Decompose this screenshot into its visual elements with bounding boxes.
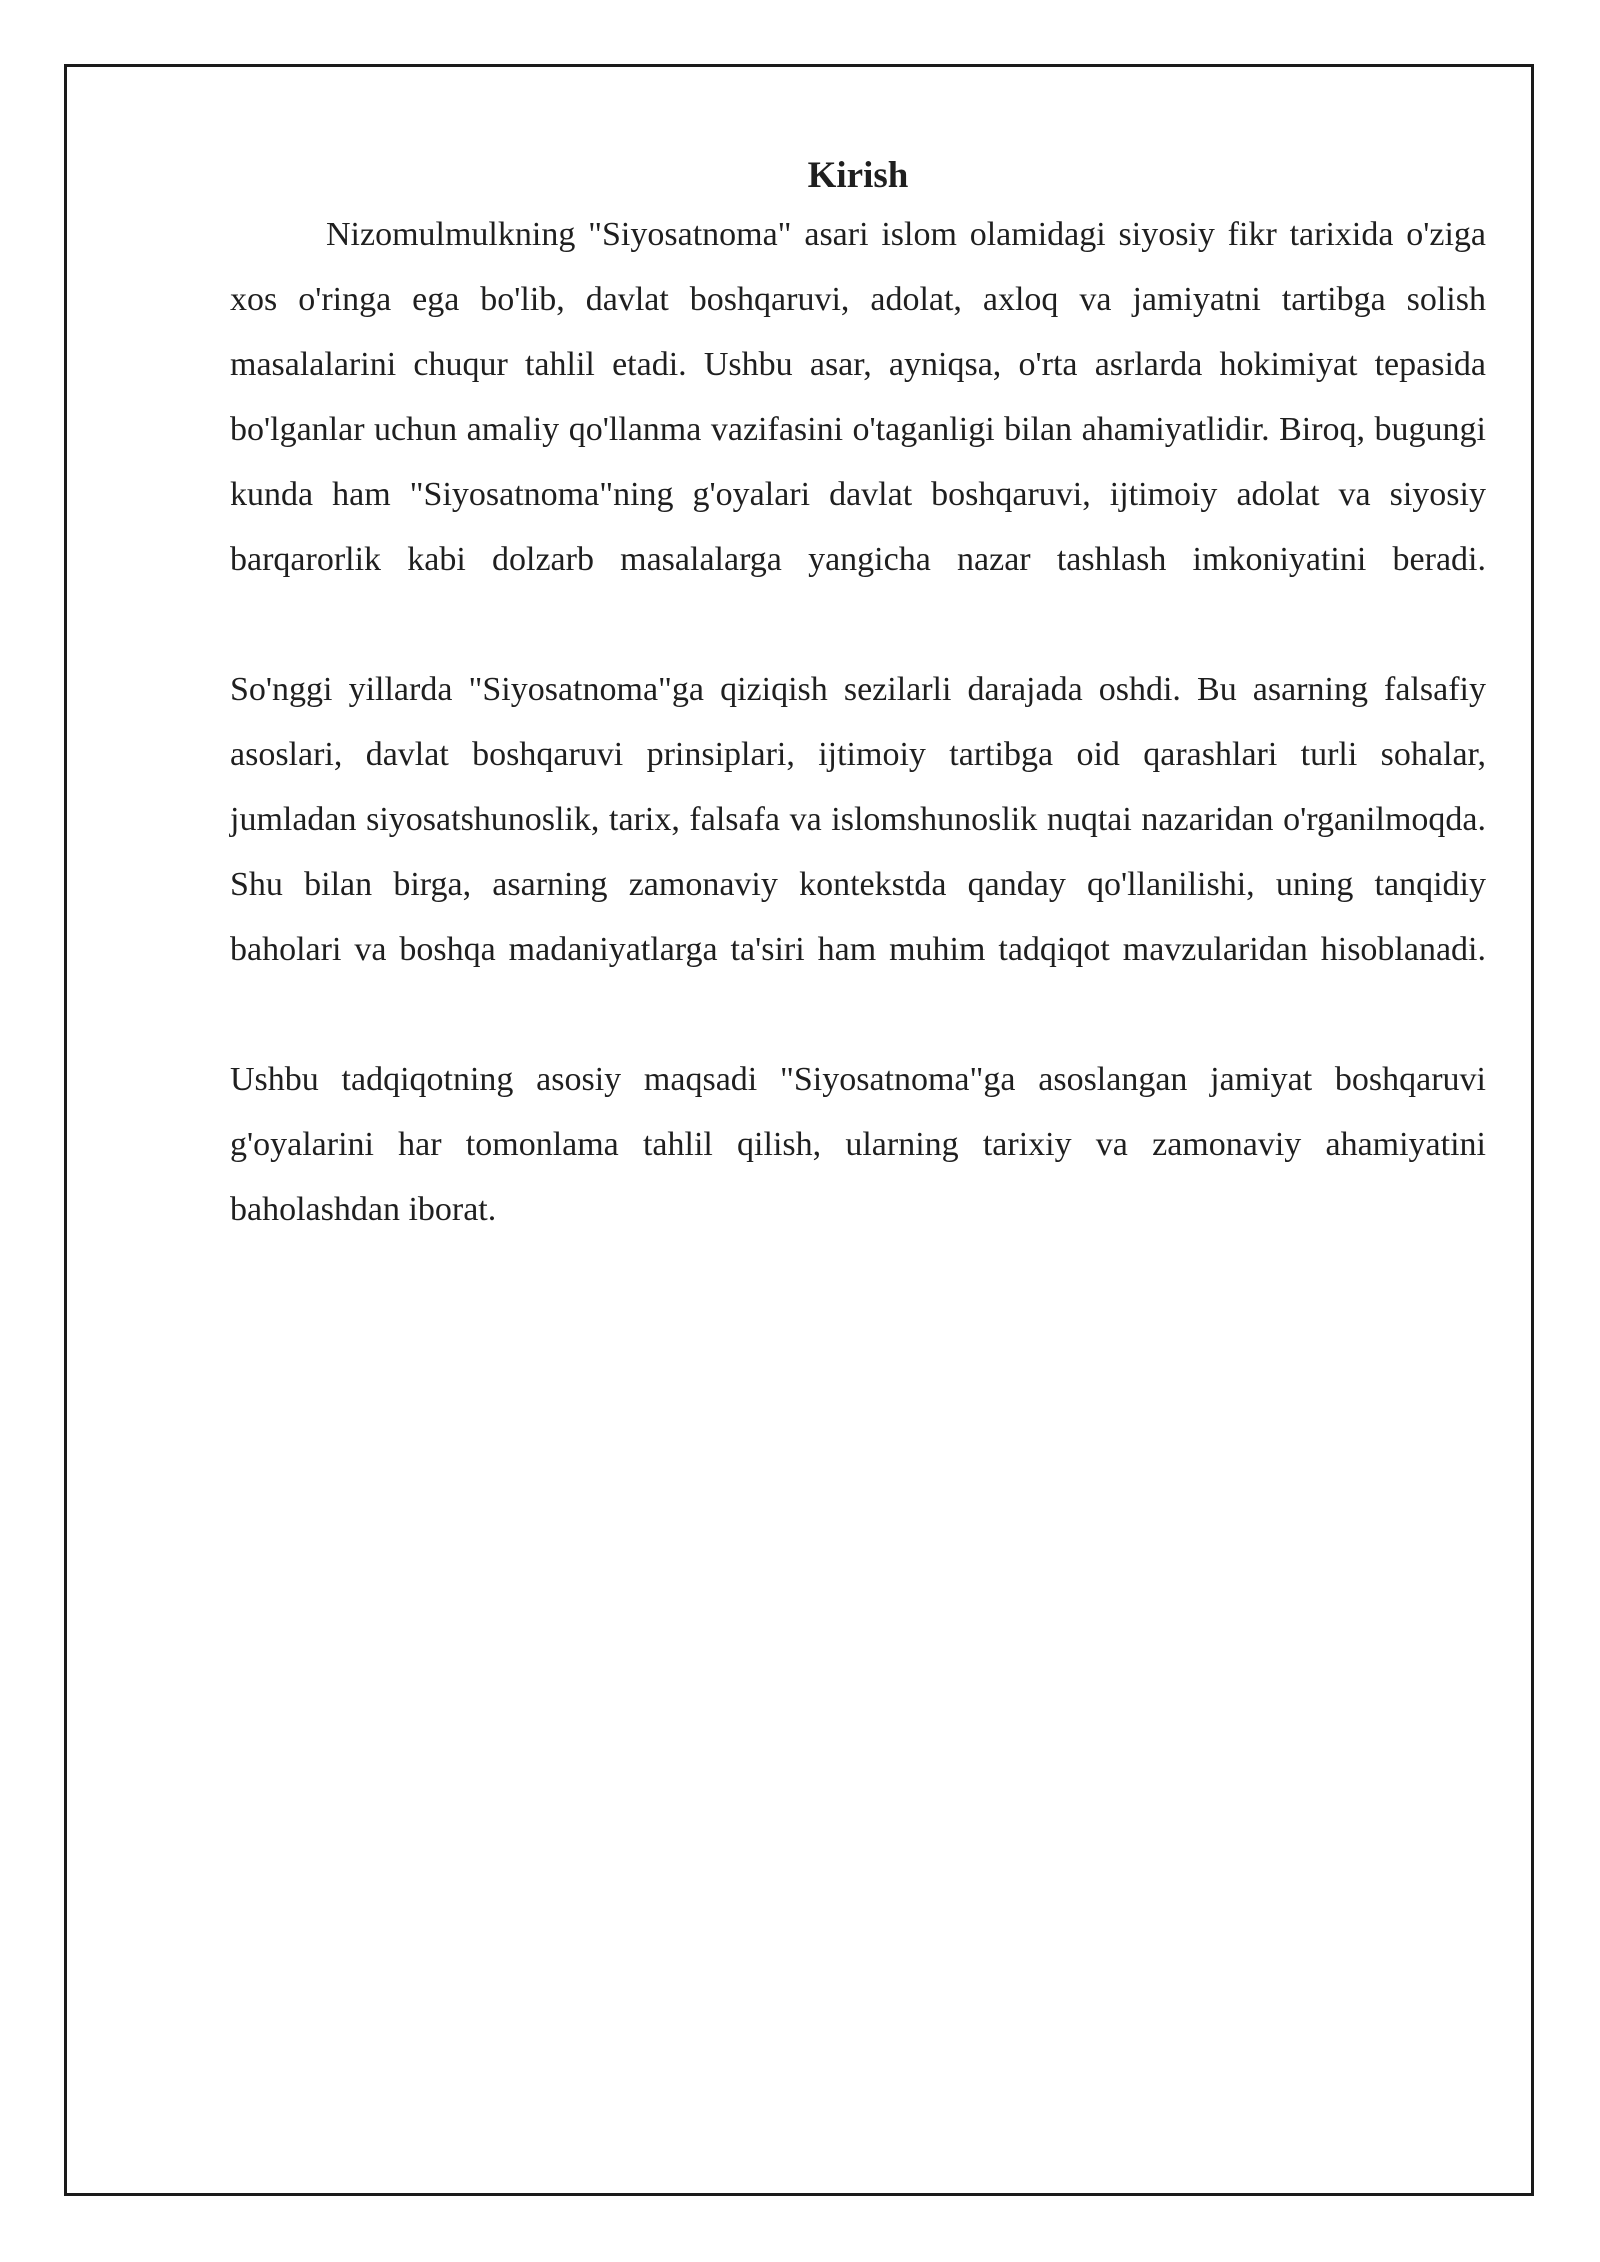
paragraph-intro: Nizomulmulkning "Siyosatnoma" asari islom olamidagi siyosiy fikr tarixida o'ziga xos o'ringa ega bo'lib, davlat boshqaruvi, adolat, axloq va jamiyatni tartibga solish masalalarini chuqur tahlil etadi. Ushbu asar, ayniqsa, o'rta asrlarda hokimiyat tepasida bo'lganlar uchun amaliy qo'llanma vazifasini o'taganligi bilan ahamiyatlidir. Biroq, bugungi kunda ham "Siyosatnoma"ning g'oyalari davlat boshqaruvi, ijtimoiy adolat va siyosiy barqarorlik kabi dolzarb masalalarga yangicha nazar tashlash imkoniyatini beradi. — [230, 216, 1486, 578]
page-title: Kirish — [807, 155, 909, 196]
paragraph-gap — [230, 592, 1486, 657]
paragraph-gap — [230, 982, 1486, 1047]
paragraph-recent-interest: So'nggi yillarda "Siyosatnoma"ga qiziqish sezilarli darajada oshdi. Bu asarning falsafiy asoslari, davlat boshqaruvi prinsiplari, ijtimoiy tartibga oid qarashlari turli sohalar, jumladan siyosatshunoslik, tarix, falsafa va islomshunoslik nuqtai nazaridan o'rganilmoqda. Shu bilan birga, asarning zamonaviy kontekstda qanday qo'llanilishi, uning tanqidiy baholari va boshqa madaniyatlarga ta'siri ham muhim tadqiqot mavzularidan hisoblanadi. — [230, 671, 1486, 968]
paragraph-research-goal: Ushbu tadqiqotning asosiy maqsadi "Siyosatnoma"ga asoslangan jamiyat boshqaruvi g'oyalarini har tomonlama tahlil qilish, ularning tarixiy va zamonaviy ahamiyatini baholashdan iborat. — [230, 1061, 1486, 1228]
document-body — [230, 150, 1486, 1242]
